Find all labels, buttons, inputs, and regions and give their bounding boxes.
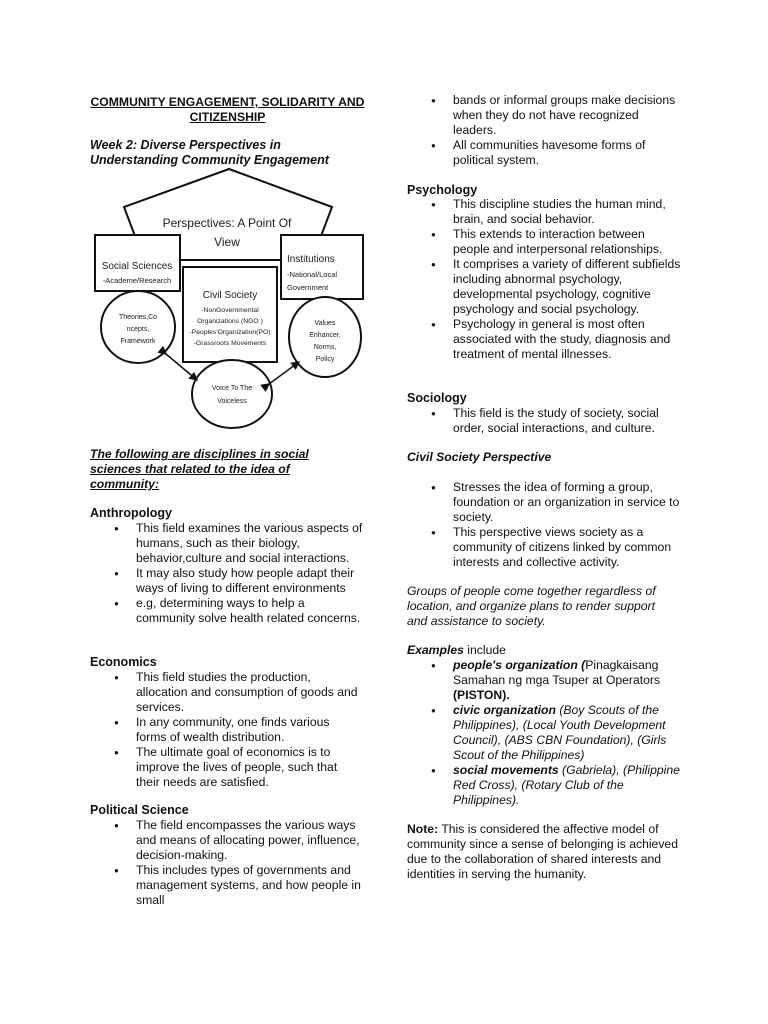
list-item: ● This extends to interaction between people and interpersonal relationships.	[407, 227, 682, 257]
psychology-list	[407, 197, 682, 362]
examples-label: Examples	[407, 643, 464, 657]
examples-list	[407, 658, 682, 808]
civil-society-sub4: -Grassroots Movements	[193, 340, 267, 347]
theories-line3: Framework	[120, 338, 156, 345]
voice-line2: Voiceless	[217, 398, 247, 405]
social-movements-text: (Gabriela), (Philippine Red Cross), (Rotary Club of the Philippines).	[453, 763, 680, 807]
values-line3: Norms,	[313, 344, 337, 351]
peoples-org-bold: (PISTON).	[453, 688, 510, 702]
list-item: ● Psychology in general is most often associated with the study, diagnosis and treatment of mental illnesses.	[407, 317, 682, 362]
sociology-list	[407, 406, 675, 436]
page-title: COMMUNITY ENGAGEMENT, SOLIDARITY AND CITIZENSHIP	[90, 95, 365, 124]
list-item: ● Stresses the idea of forming a group, foundation or an organization in service to society.	[407, 480, 682, 525]
anthropology-heading: Anthropology	[90, 506, 172, 520]
voice-circle	[192, 360, 272, 428]
list-item: ● This discipline studies the human mind, brain, and social behavior.	[407, 197, 682, 227]
list-item: ● In any community, one finds various forms of wealth distribution.	[90, 715, 360, 745]
civil-society-sub1: -NonGovernmental	[201, 307, 259, 314]
list-item: ● bands or informal groups make decisions when they do not have recognized leaders.	[407, 93, 682, 138]
list-item: ● All communities havesome forms of political system.	[407, 138, 682, 168]
groups-paragraph: Groups of people come together regardless of location, and organize plans to render support and assistance to society.	[407, 584, 656, 628]
list-item: ● This field studies the production, allocation and consumption of goods and services.	[90, 670, 360, 715]
examples-rest: include	[463, 643, 506, 657]
list-item: ● e.g, determining ways to help a community solve health related concerns.	[90, 596, 365, 626]
institutions-sub1: -National/Local	[287, 270, 338, 279]
peoples-org-text: Pinagkaisang Samahan ng mga Tsuper at Operators	[453, 658, 661, 687]
list-item	[407, 703, 682, 763]
week-heading: Week 2: Diverse Perspectives in Understanding Community Engagement	[90, 138, 329, 167]
list-item	[407, 763, 682, 808]
disciplines-intro: The following are disciplines in social sciences that related to the idea of community:	[90, 447, 309, 491]
civil-society-title: Civil Society	[202, 290, 258, 301]
economics-heading: Economics	[90, 655, 157, 669]
political-continued-list	[407, 93, 682, 168]
theories-line1: Theories,Co	[118, 314, 158, 321]
perspectives-diagram	[86, 162, 372, 432]
list-item: ● The ultimate goal of economics is to improve the lives of people, such that their needs are satisfied.	[90, 745, 360, 790]
civil-society-sub3: -Peoples'Organization(PO)	[189, 329, 271, 336]
institutions-sub2: Government	[287, 283, 329, 292]
social-sciences-title: Social Sciences	[101, 261, 173, 272]
list-item	[407, 658, 682, 703]
diagram-top-line1: Perspectives: A Point Of	[162, 216, 292, 230]
civil-society-list	[407, 480, 682, 570]
theories-line2: ncepts,	[126, 326, 150, 333]
list-item: ● The field encompasses the various ways and means of allocating power, influence, decision-making.	[90, 818, 365, 863]
diagram-top-line2: View	[214, 235, 240, 249]
note-paragraph	[407, 822, 682, 882]
note-text: This is considered the affective model of community since a sense of belonging is achieved due to the collaboration of shared interests and identities in serving the humanity.	[407, 822, 678, 881]
list-item: ● This perspective views society as a community of citizens linked by common interests and collective activity.	[407, 525, 682, 570]
sociology-heading: Sociology	[407, 391, 467, 405]
civic-org-text: (Boy Scouts of the Philippines), (Local Youth Development Council), (ABS CBN Foundation), (Girls Scout of the Philippines)	[453, 703, 667, 762]
civic-org-label: civic organization	[453, 703, 556, 717]
list-item: ● This includes types of governments and management systems, and how people in small	[90, 863, 365, 908]
psychology-heading: Psychology	[407, 183, 478, 197]
institutions-title: Institutions	[287, 254, 335, 265]
political-science-heading: Political Science	[90, 803, 189, 817]
values-line1: Values	[314, 320, 336, 327]
peoples-org-label: people's organization (	[453, 658, 586, 672]
note-label: Note:	[407, 822, 439, 836]
values-line2: Enhancer,	[309, 332, 341, 339]
social-movements-label: social movements	[453, 763, 559, 777]
list-item: ● This field is the study of society, social order, social interactions, and culture.	[407, 406, 675, 436]
list-item: ● This field examines the various aspects of humans, such as their biology, behavior,culture and social interactions.	[90, 521, 365, 566]
civil-society-box	[183, 267, 277, 362]
anthropology-list	[90, 521, 365, 626]
political-science-list	[90, 818, 365, 908]
values-line4: Policy	[315, 356, 335, 363]
social-sciences-sub: -Academe/Research	[102, 276, 172, 285]
arrow-right	[269, 362, 299, 384]
civil-society-sub2: Organizations (NGO )	[197, 318, 263, 325]
examples-line	[407, 643, 506, 658]
economics-list	[90, 670, 360, 790]
list-item: ● It may also study how people adapt their ways of living to different environments	[90, 566, 365, 596]
list-item: ● It comprises a variety of different subfields including abnormal psychology, developmental psychology, cognitive psychology and social psychology.	[407, 257, 682, 317]
civil-society-heading: Civil Society Perspective	[407, 450, 552, 464]
voice-line1: Voice To The	[211, 385, 253, 392]
